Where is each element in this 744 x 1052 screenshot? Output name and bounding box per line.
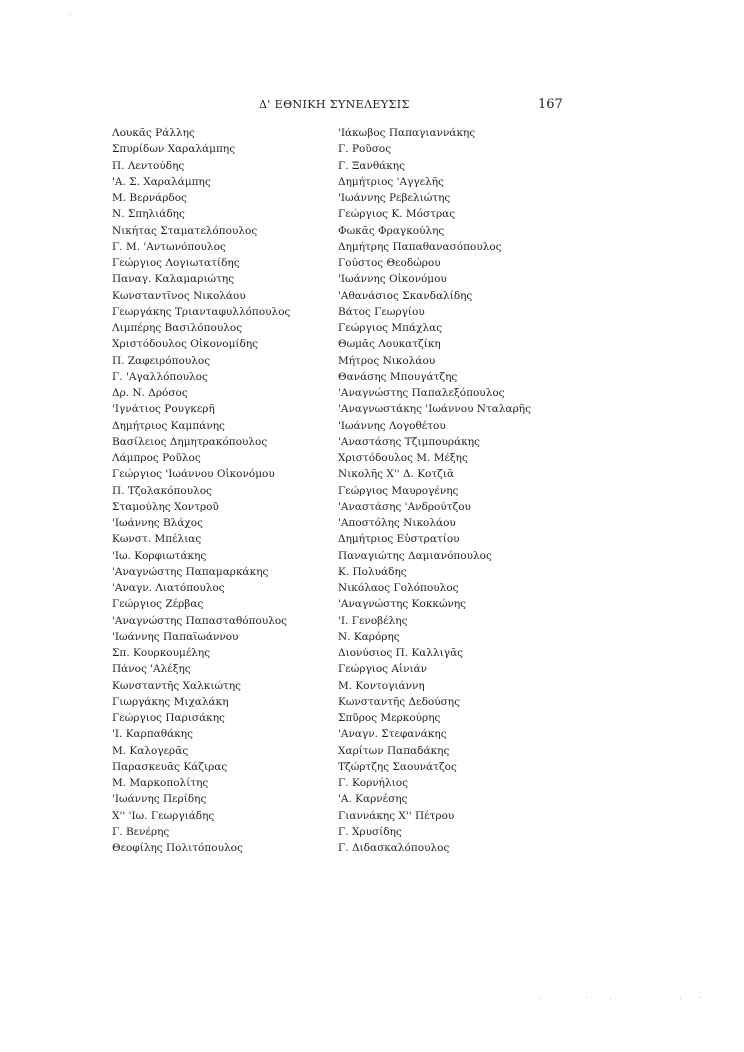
page-number: 167: [538, 97, 563, 112]
name-entry: 'Ι. Γενοβέλης: [338, 614, 408, 627]
name-entry: 'Ιωάννης Οἰκονόμου: [338, 273, 447, 286]
name-entry: Π. Λεντούδης: [112, 159, 185, 172]
name-entry: Θανάσης Μπουγάτζης: [338, 370, 458, 383]
name-entry: 'Αναγνώστης Κοκκώνης: [338, 598, 467, 611]
name-entry: Γ. Μ. 'Αντωνόπουλος: [112, 240, 226, 253]
name-entry: Ν. Σπηλιάδης: [112, 208, 185, 221]
name-entry: Λουκᾶς Ράλλης: [112, 127, 195, 139]
name-entry: 'Αναστάσης 'Ανδρούτζου: [338, 500, 471, 513]
name-entry: 'Αναστάσης Τζιμπουράκης: [338, 435, 480, 448]
name-entry: Δρ. Ν. Δρόσος: [112, 387, 188, 399]
name-entry: Νικόλαος Γολόπουλος: [338, 582, 459, 594]
name-entry: Χριστόδουλος Μ. Μέξης: [338, 452, 468, 464]
name-entry: Κωνσταντῖνος Νικολάου: [112, 289, 246, 302]
name-entry: Παναγιώτης Δαμιανόπουλος: [338, 549, 492, 562]
name-entry: 'Αναγνωστάκης 'Ιωάννου Νταλαρῆς: [338, 403, 531, 416]
name-entry: Γεώργιος Αἰνιάν: [338, 663, 428, 676]
name-entry: Ν. Καρόρης: [338, 630, 400, 643]
name-entry: Νικολῆς Χ'' Δ. Κοτζιᾶ: [338, 468, 455, 481]
name-entry: Θεοφίλης Πολιτόπουλος: [112, 842, 243, 854]
name-entry: 'Α. Σ. Χαραλάμπης: [112, 175, 211, 188]
name-entry: Φωκᾶς Φραγκούλης: [338, 224, 445, 237]
name-entry: 'Ιωάννης Βλάχος: [112, 517, 203, 529]
name-entry: 'Αθανάσιος Σκανδαλίδης: [338, 289, 473, 302]
name-entry: Γούστος Θεοδώρου: [338, 257, 441, 269]
name-entry: Μ. Μαρκοπολίτης: [112, 777, 209, 789]
name-entry: Δημήτριος 'Αγγελῆς: [338, 175, 444, 188]
name-entry: Δημήτριος Εὐστρατίου: [338, 533, 460, 546]
name-entry: Γεώργιος Λογιωτατίδης: [112, 257, 240, 269]
name-entry: Γεώργιος Μπάχλας: [338, 322, 443, 334]
name-entry: Σταμούλης Χοντροῦ: [112, 500, 219, 513]
name-entry: Γ. Βενέρης: [112, 825, 170, 838]
name-entry: Π. Τζολακόπουλος: [112, 484, 212, 497]
name-entry: 'Ιγνάτιος Ρουγκερῆ: [112, 403, 215, 416]
page-title: Δ' ΕΘΝΙΚΗ ΣΥΝΕΛΕΥΣΙΣ: [259, 98, 410, 111]
name-entry: Γεώργιος 'Ιωάννου Οἰκονόμου: [112, 468, 275, 481]
name-entry: Γ. Ροῦσος: [338, 143, 392, 156]
name-entry: Παρασκευᾶς Κάζιρας: [112, 760, 228, 773]
name-entry: Κωνστ. Μπέλιας: [112, 533, 202, 546]
name-entry: Κωνσταντῆς Χαλκιώτης: [112, 679, 241, 692]
name-entry: Γεώργιος Παρισάκης: [112, 712, 225, 724]
name-entry: Γεώργιος Ζέρβας: [112, 598, 204, 611]
name-entry: 'Ιω. Κορφιωτάκης: [112, 549, 207, 562]
name-entry: Γεωργάκης Τριανταφυλλόπουλος: [112, 305, 291, 318]
name-entry: 'Αναγνώστης Παπαμαρκάκης: [112, 565, 269, 578]
name-entry: Σπ. Κουρκουμέλης: [112, 647, 211, 659]
name-entry: 'Αναγνώστης Παπασταθόπουλος: [112, 614, 288, 627]
name-entry: Λάμπρος Ροῦλος: [112, 452, 201, 464]
name-entry: Γεώργιος Κ. Μόστρας: [338, 208, 456, 221]
name-entry: Γ. Διδασκαλόπουλος: [338, 842, 450, 854]
name-entry: Κωνσταντῆς Δεδούσης: [338, 695, 460, 708]
name-entry: Θωμᾶς Λουκατζίκη: [338, 338, 441, 351]
name-entry: Κ. Πολυάδης: [338, 565, 407, 578]
name-entry: 'Ιωάννης Λογοθέτου: [338, 419, 446, 432]
name-entry: Πάνος 'Αλέξης: [112, 663, 191, 676]
name-entry: Διονύσιος Π. Καλλιγᾶς: [338, 647, 464, 659]
name-entry: Δημήτριος Καμπάνης: [112, 419, 225, 432]
name-entry: 'Αποστόλης Νικολάου: [338, 517, 456, 529]
name-entry: Δημήτρης Παπαθανασόπουλος: [338, 240, 502, 253]
name-entry: Παναγ. Καλαμαριώτης: [112, 273, 235, 286]
names-column-right: [338, 125, 531, 856]
name-entry: Γ. Ξανθάκης: [338, 159, 405, 172]
name-entry: Μ. Βερνάρδος: [112, 192, 187, 204]
name-entry: 'Αναγν. Στεφανάκης: [338, 728, 447, 741]
name-entry: Λιμπέρης Βασιλόπουλος: [112, 322, 243, 334]
name-entry: Γεώργιος Μαυρογένης: [338, 484, 459, 497]
name-entry: Βασίλειος Δημητρακόπουλος: [112, 435, 268, 448]
name-entry: Σπυρίδων Χαραλάμπης: [112, 143, 236, 156]
name-entry: 'Αναγν. Λιατόπουλος: [112, 582, 225, 594]
name-entry: Γ. 'Αγαλλόπουλος: [112, 370, 208, 383]
name-entry: Νικήτας Σταματελόπουλος: [112, 224, 258, 237]
name-entry: Τζώρτζης Σαουνάτζος: [338, 760, 457, 773]
name-entry: Μ. Κοντογιάννη: [338, 679, 425, 692]
name-entry: Σπῦρος Μερκούρης: [338, 712, 441, 724]
name-entry: Γιαννάκης Χ'' Πέτρου: [338, 809, 455, 822]
name-entry: Χ'' 'Ιω. Γεωργιάδης: [112, 809, 215, 822]
name-entry: Π. Ζαφειρόπουλος: [112, 354, 211, 367]
name-entry: 'Α. Καρνέσης: [338, 793, 408, 806]
name-entry: Βάτος Γεωργίου: [338, 305, 425, 318]
name-entry: 'Αναγνώστης Παπαλεξόπουλος: [338, 387, 505, 399]
name-entry: 'Ιάκωβος Παπαγιαννάκης: [338, 127, 476, 139]
name-entry: 'Ιωάννης Παπαϊωάννου: [112, 630, 239, 643]
name-entry: 'Ιωάννης Ρεβελιώτης: [338, 192, 451, 204]
name-entry: Γιωργάκης Μιχαλάκη: [112, 695, 229, 708]
name-entry: Χριστόδουλος Οἰκονομίδης: [112, 338, 259, 351]
name-entry: Γ. Χρυσίδης: [338, 825, 402, 838]
names-column-left: [112, 125, 290, 856]
name-entry: 'Ιωάννης Περίδης: [112, 793, 207, 806]
name-entry: Χαρίτων Παπαδάκης: [338, 744, 450, 757]
name-entry: Μ. Καλογερᾶς: [112, 744, 189, 757]
name-entry: Γ. Κορνήλιος: [338, 777, 408, 789]
name-entry: 'Ι. Καρπαθάκης: [112, 728, 193, 741]
name-entry: Μήτρος Νικολάου: [338, 354, 436, 367]
